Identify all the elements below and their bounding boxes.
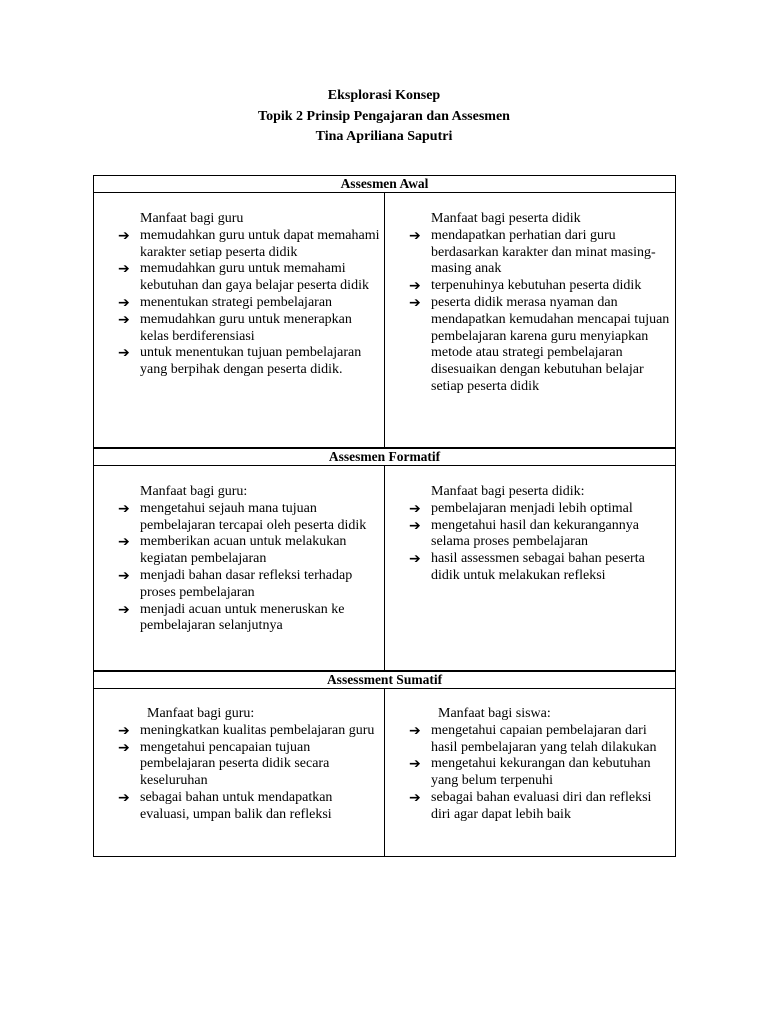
arrow-icon: ➔ [118, 500, 130, 517]
arrow-icon: ➔ [409, 500, 421, 517]
list-item: ➔ mendapatkan perhatian dari guru berdasarkan karakter dan minat masing- masing anak [409, 227, 656, 277]
arrow-icon: ➔ [409, 722, 421, 739]
document-title: Eksplorasi Konsep [327, 88, 441, 103]
benefit-list [94, 228, 384, 379]
benefit-cell-peserta-didik [385, 193, 676, 449]
author-name: Tina Apriliana Saputri [315, 129, 453, 144]
list-item: ➔ memberikan acuan untuk melakukan kegiatan pembelajaran [118, 534, 347, 567]
arrow-icon: ➔ [409, 756, 421, 773]
list-item: ➔ untuk menentukan tujuan pembelajaran yang berpihak dengan peserta didik. [118, 345, 362, 378]
list-item: ➔ memudahkan guru untuk dapat memahami karakter setiap peserta didik [118, 227, 380, 260]
arrow-icon: ➔ [409, 278, 421, 295]
arrow-icon: ➔ [118, 601, 130, 618]
section-title-assessment-sumatif: Assessment Sumatif [94, 671, 676, 689]
arrow-icon: ➔ [118, 534, 130, 551]
list-item: ➔ menentukan strategi pembelajaran [118, 294, 333, 311]
arrow-icon: ➔ [409, 517, 421, 534]
benefit-intro: Manfaat bagi peserta didik [431, 211, 581, 226]
arrow-icon: ➔ [118, 789, 130, 806]
benefit-cell-guru [94, 466, 385, 672]
list-item: ➔ memudahkan guru untuk memahami kebutuhan dan gaya belajar peserta didik [118, 261, 369, 294]
section-title-assesmen-awal: Assesmen Awal [94, 176, 676, 193]
benefit-cell-peserta-didik [385, 466, 676, 672]
document-subtitle: Topik 2 Prinsip Pengajaran dan Assesmen [258, 108, 510, 124]
arrow-icon: ➔ [409, 227, 421, 244]
section-title-assesmen-formatif: Assesmen Formatif [94, 448, 676, 466]
arrow-icon: ➔ [409, 294, 421, 311]
assessment-table [93, 175, 676, 857]
list-item: ➔ peserta didik merasa nyaman dan mendapatkan kemudahan mencapai tujuan pembelajaran karena guru menyiapkan metode atau strategi pembelajaran disesuaikan dengan kebutuhan belajar setiap peserta didik [409, 294, 670, 394]
benefit-cell-siswa [385, 689, 676, 857]
list-item: ➔ mengetahui capaian pembelajaran dari hasil pembelajaran yang telah dilakukan [409, 722, 657, 755]
benefit-intro: Manfaat bagi guru [140, 211, 244, 226]
list-item: ➔ menjadi acuan untuk meneruskan ke pembelajaran selanjutnya [118, 601, 345, 634]
arrow-icon: ➔ [409, 789, 421, 806]
benefit-cell-guru [94, 689, 385, 857]
list-item: ➔ hasil assessmen sebagai bahan peserta didik untuk melakukan refleksi [409, 551, 645, 583]
benefit-intro: Manfaat bagi siswa: [438, 706, 551, 721]
benefit-intro: Manfaat bagi guru: [147, 706, 255, 721]
list-item: ➔ sebagai bahan evaluasi diri dan refleksi diri agar dapat lebih baik [409, 789, 652, 822]
list-item: ➔ memudahkan guru untuk menerapkan kelas berdiferensiasi [118, 311, 352, 344]
benefit-list [94, 501, 384, 635]
list-item: ➔ terpenuhinya kebutuhan peserta didik [409, 278, 642, 295]
list-item: ➔ mengetahui pencapaian tujuan pembelajaran peserta didik secara keseluruhan [118, 739, 330, 789]
arrow-icon: ➔ [118, 345, 130, 362]
benefit-intro: Manfaat bagi guru: [140, 484, 248, 499]
arrow-icon: ➔ [118, 261, 130, 278]
benefit-list [385, 228, 675, 396]
arrow-icon: ➔ [118, 739, 130, 756]
arrow-icon: ➔ [118, 722, 130, 739]
list-item: ➔ menjadi bahan dasar refleksi terhadap proses pembelajaran [118, 567, 353, 600]
benefit-list [94, 723, 384, 824]
list-item: ➔ pembelajaran menjadi lebih optimal [409, 500, 633, 517]
list-item: ➔ sebagai bahan untuk mendapatkan evaluasi, umpan balik dan refleksi [118, 789, 333, 822]
benefit-list [385, 501, 675, 585]
arrow-icon: ➔ [118, 311, 130, 328]
benefit-list [385, 723, 675, 824]
list-item: ➔ meningkatkan kualitas pembelajaran guru [118, 722, 375, 739]
arrow-icon: ➔ [118, 567, 130, 584]
list-item: ➔ mengetahui hasil dan kekurangannya selama proses pembelajaran [409, 517, 639, 550]
benefit-cell-guru [94, 193, 385, 449]
benefit-intro: Manfaat bagi peserta didik: [431, 484, 585, 499]
document-header [0, 86, 768, 148]
arrow-icon: ➔ [118, 227, 130, 244]
arrow-icon: ➔ [118, 294, 130, 311]
list-item: ➔ mengetahui sejauh mana tujuan pembelajaran tercapai oleh peserta didik [118, 500, 367, 533]
arrow-icon: ➔ [409, 551, 421, 568]
list-item: ➔ mengetahui kekurangan dan kebutuhan yang belum terpenuhi [409, 756, 651, 789]
